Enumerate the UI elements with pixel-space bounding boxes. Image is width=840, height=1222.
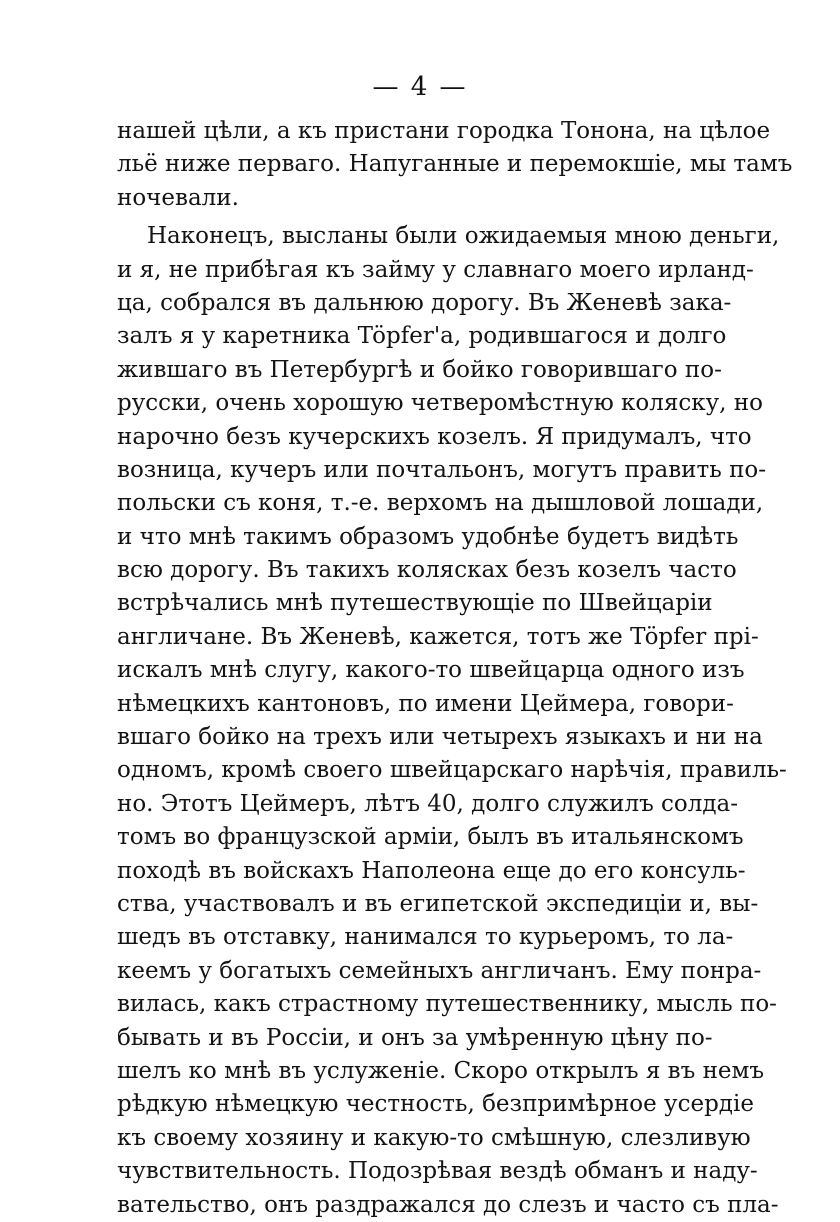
text-line: вшаго бойко на трехъ или четырехъ языкахъ и ни на bbox=[117, 724, 763, 751]
text-line: залъ я у каретника Töpfer'а, родившагося и долго bbox=[117, 323, 727, 350]
text-line: встрѣчались мнѣ путешествующіе по Швейцаріи bbox=[117, 590, 713, 617]
paragraph bbox=[117, 115, 793, 215]
text-line: томъ во французской арміи, былъ въ итальянскомъ bbox=[117, 824, 744, 851]
text-line: и что мнѣ такимъ образомъ удобнѣе будетъ видѣть bbox=[117, 523, 739, 550]
text-line: вилась, какъ страстному путешественнику, мысль по- bbox=[117, 991, 777, 1018]
text-line: рѣдкую нѣмецкую честность, безпримѣрное усердіе bbox=[117, 1091, 754, 1118]
text-line: шелъ ко мнѣ въ услуженіе. Скоро открылъ я въ немъ bbox=[117, 1057, 765, 1084]
text-line: искалъ мнѣ слугу, какого-то швейцарца одного изъ bbox=[117, 657, 745, 684]
text-line: къ своему хозяину и какую-то смѣшную, слезливую bbox=[117, 1124, 751, 1151]
text-line: нарочно безъ кучерскихъ козелъ. Я придумалъ, что bbox=[117, 423, 752, 450]
paragraph bbox=[117, 220, 787, 1222]
text-line: нашей цѣли, а къ пристани городка Тонона, на цѣлое bbox=[117, 118, 771, 144]
text-line: русски, очень хорошую четверомѣстную коляску, но bbox=[117, 390, 763, 417]
text-line: ночевали. bbox=[117, 184, 239, 211]
body-text bbox=[117, 115, 793, 1222]
text-line: возница, кучеръ или почтальонъ, могутъ править по- bbox=[117, 456, 767, 483]
text-line: но. Этотъ Цеймеръ, лѣтъ 40, долго служилъ солда- bbox=[117, 790, 739, 817]
text-line: одномъ, кромѣ своего швейцарскаго нарѣчія, правиль- bbox=[117, 757, 787, 784]
text-line: англичане. Въ Женевѣ, кажется, тотъ же Töpfer прі- bbox=[117, 623, 759, 650]
text-line: походѣ въ войскахъ Наполеона еще до его консуль- bbox=[117, 857, 746, 884]
text-line: ства, участвовалъ и въ египетской экспедиціи и, вы- bbox=[117, 890, 759, 917]
text-line: кеемъ у богатыхъ семейныхъ англичанъ. Ему понра- bbox=[117, 957, 762, 984]
text-line: и я, не прибѣгая къ займу у славнаго моего ирланд- bbox=[117, 256, 754, 283]
text-line: Наконецъ, высланы были ожидаемыя мною деньги, bbox=[147, 223, 780, 250]
text-line: вательство, онъ раздражался до слезъ и часто съ пла- bbox=[117, 1191, 779, 1218]
text-line: чувствительность. Подозрѣвая вездѣ обманъ и наду- bbox=[117, 1158, 758, 1185]
text-line: бывать и въ Россіи, и онъ за умѣренную цѣну по- bbox=[117, 1024, 713, 1051]
text-line: жившаго въ Петербургѣ и бойко говорившаго по- bbox=[117, 356, 722, 383]
page-number: — 4 — bbox=[372, 72, 468, 102]
text-line: нѣмецкихъ кантоновъ, по имени Цеймера, говори- bbox=[117, 690, 734, 717]
text-line: ца, собрался въ дальнюю дорогу. Въ Женевѣ зака- bbox=[117, 289, 732, 316]
text-line: шедъ въ отставку, нанимался то курьеромъ, то ла- bbox=[117, 924, 734, 951]
text-line: всю дорогу. Въ такихъ колясках безъ козелъ часто bbox=[117, 557, 737, 584]
text-line: польски съ коня, т.-е. верхомъ на дышловой лошади, bbox=[117, 490, 764, 517]
text-line: льё ниже перваго. Напуганные и перемокшіе, мы тамъ bbox=[117, 151, 793, 178]
